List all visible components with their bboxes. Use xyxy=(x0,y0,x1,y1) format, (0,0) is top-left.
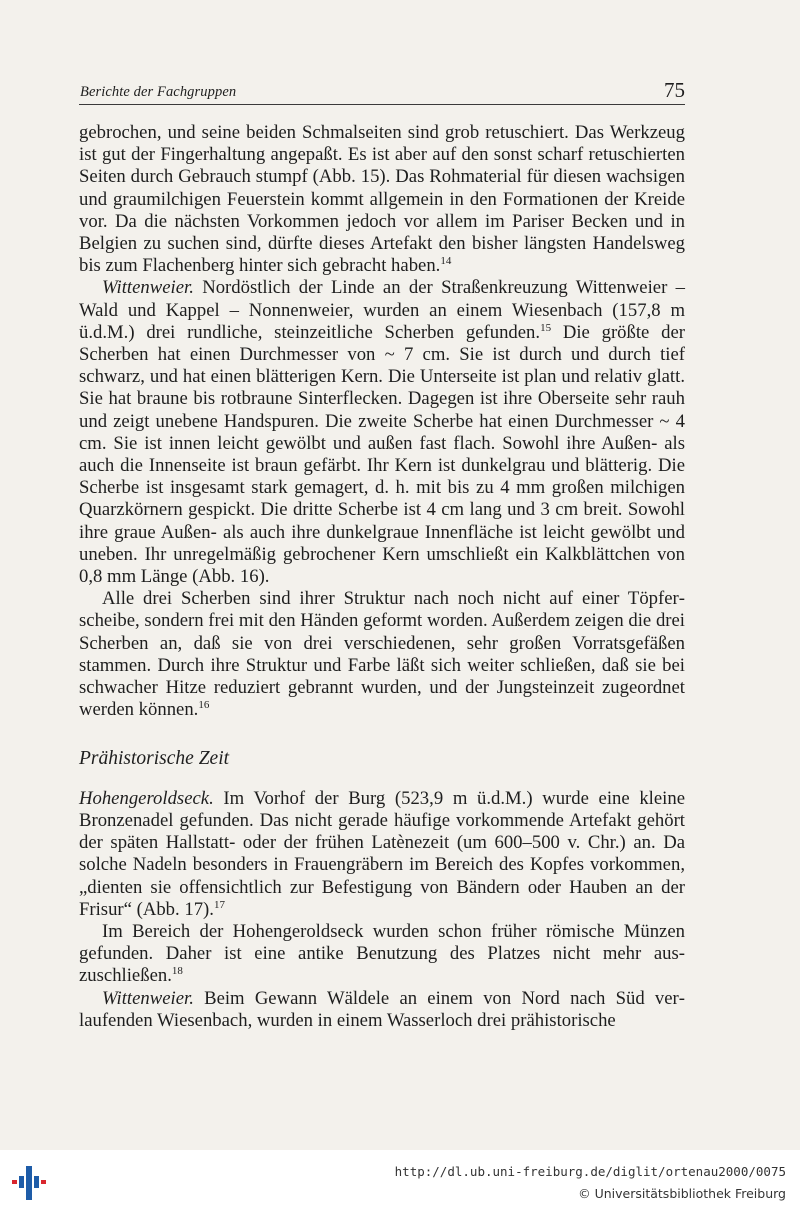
paragraph xyxy=(79,588,685,721)
main-text xyxy=(79,122,685,1032)
footnote-ref: 15 xyxy=(540,321,552,334)
paragraph-text: Beim Gewann Wäldele an einem von Nord nach Süd verlaufenden Wiesenbach, wurden in einem Wasserloch drei prähistorische xyxy=(79,987,685,1031)
paragraph xyxy=(79,277,685,588)
paragraph-text: Im Vorhof der Burg (523,9 m ü.d.M.) wurde eine kleine Bronzenadel gefunden. Das nicht gerade häufige vorkommende Artefakt gehört der späten Hallstatt- oder der frühen Latènezeit (um 600–500 v. Chr.) an. Da solche Nadeln besonders in Frauengräbern im Bereich des Kopfes vorkommen, „dienten sie offensichtlich zur Befestigung von Bändern oder Hauben an der Frisur“ (Abb. 17). xyxy=(79,787,685,920)
running-title: Berichte der Fachgruppen xyxy=(80,84,237,100)
paragraph-text: Im Bereich der Hohengeroldseck wurden schon früher römische Münzen gefunden. Daher ist eine antike Benutzung des Platzes nicht mehr auszuschließen. xyxy=(79,920,685,987)
copyright-notice: © Universitätsbibliothek Freiburg xyxy=(578,1186,786,1201)
place-name: Wittenweier. xyxy=(102,277,194,299)
paragraph-text: Alle drei Scherben sind ihrer Struktur nach noch nicht auf einer Töpferscheibe, sondern frei mit den Händen geformt worden. Außerdem zeigen die drei Scherben an, daß sie von drei verschiedenen, sehr großen Vorratsgefäßen stammen. Durch ihre Struktur und Farbe läßt sich weiter schließen, daß sie bei schwacher Hitze reduziert gebrannt wurden, und der Jungsteinzeit zugeordnet werden können. xyxy=(79,588,685,721)
footnote-ref: 17 xyxy=(213,898,225,911)
viewer-footer xyxy=(0,1150,800,1212)
library-logo-icon xyxy=(12,1164,48,1200)
running-header xyxy=(79,80,685,105)
paragraph xyxy=(79,122,685,277)
footnote-ref: 18 xyxy=(171,965,183,978)
section-heading: Prähistorische Zeit xyxy=(79,748,230,770)
footnote-ref: 14 xyxy=(440,255,452,268)
page-number: 75 xyxy=(664,78,685,102)
permalink-url[interactable]: http://dl.ub.uni-freiburg.de/diglit/ortenau2000/0075 xyxy=(394,1164,786,1179)
footnote-ref: 16 xyxy=(198,699,210,712)
paragraph-text: Nordöstlich der Linde an der Straßenkreuzung Wittenweier – Wald und Kappel – Nonnenweier, wurden an einem Wiesenbach (157,8 m ü.d.M.) drei rundliche, steinzeitliche Scherben gefunden. xyxy=(79,277,685,343)
place-name: Hohengeroldseck. xyxy=(79,787,214,809)
paragraph xyxy=(79,988,685,1032)
paragraph xyxy=(79,921,685,988)
paragraph xyxy=(79,788,685,921)
paragraph-text: gebrochen, und seine beiden Schmalseiten sind grob retuschiert. Das Werkzeug ist gut der Fingerhaltung angepaßt. Es ist aber auf den sonst scharf retuschierten Seiten durch Gebrauch stumpf (Abb. 15). Das Rohmaterial für diesen wachsigen und graumilchigen Feuerstein kommt allgemein in den Formationen der Kreide vor. Da die nächsten Vorkommen jedoch vor allem im Pariser Becken und in Belgien zu suchen sind, dürfte dieses Artefakt den bisher längsten Handelsweg bis zum Flachenberg hinter sich gebracht haben. xyxy=(79,122,685,277)
paragraph-text: Die größte der Scherben hat einen Durchmesser von ~ 7 cm. Sie ist durch und durch tief schwarz, und hat einen blätterigen Kern. Die Unterseite ist plan und relativ glatt. Sie hat braune bis rotbraune Sinterflecken. Dagegen ist ihre Oberseite sehr rauh und zeigt unebene Handspuren. Die zweite Scherbe hat einen Durchmesser ~ 4 cm. Sie ist innen leicht gewölbt und außen fast flach. Sowohl ihre Außen- als auch die Innenseite ist braun gefärbt. Ihr Kern ist dunkelgrau und blätterig. Die Scherbe ist insgesamt stark gemagert, d. h. mit bis zu 4 mm großen milchigen Quarzkörnern gespickt. Die dritte Scherbe ist 4 cm lang und 3 cm breit. Sowohl ihre graue Außen- als auch ihre dunkelgraue Innenfläche ist leicht gewölbt und uneben. Ihr unregelmäßig gebrochener Kern umschließt ein Kalkblättchen von 0,8 mm Länge (Abb. 16). xyxy=(79,321,685,588)
place-name: Wittenweier. xyxy=(102,987,194,1009)
